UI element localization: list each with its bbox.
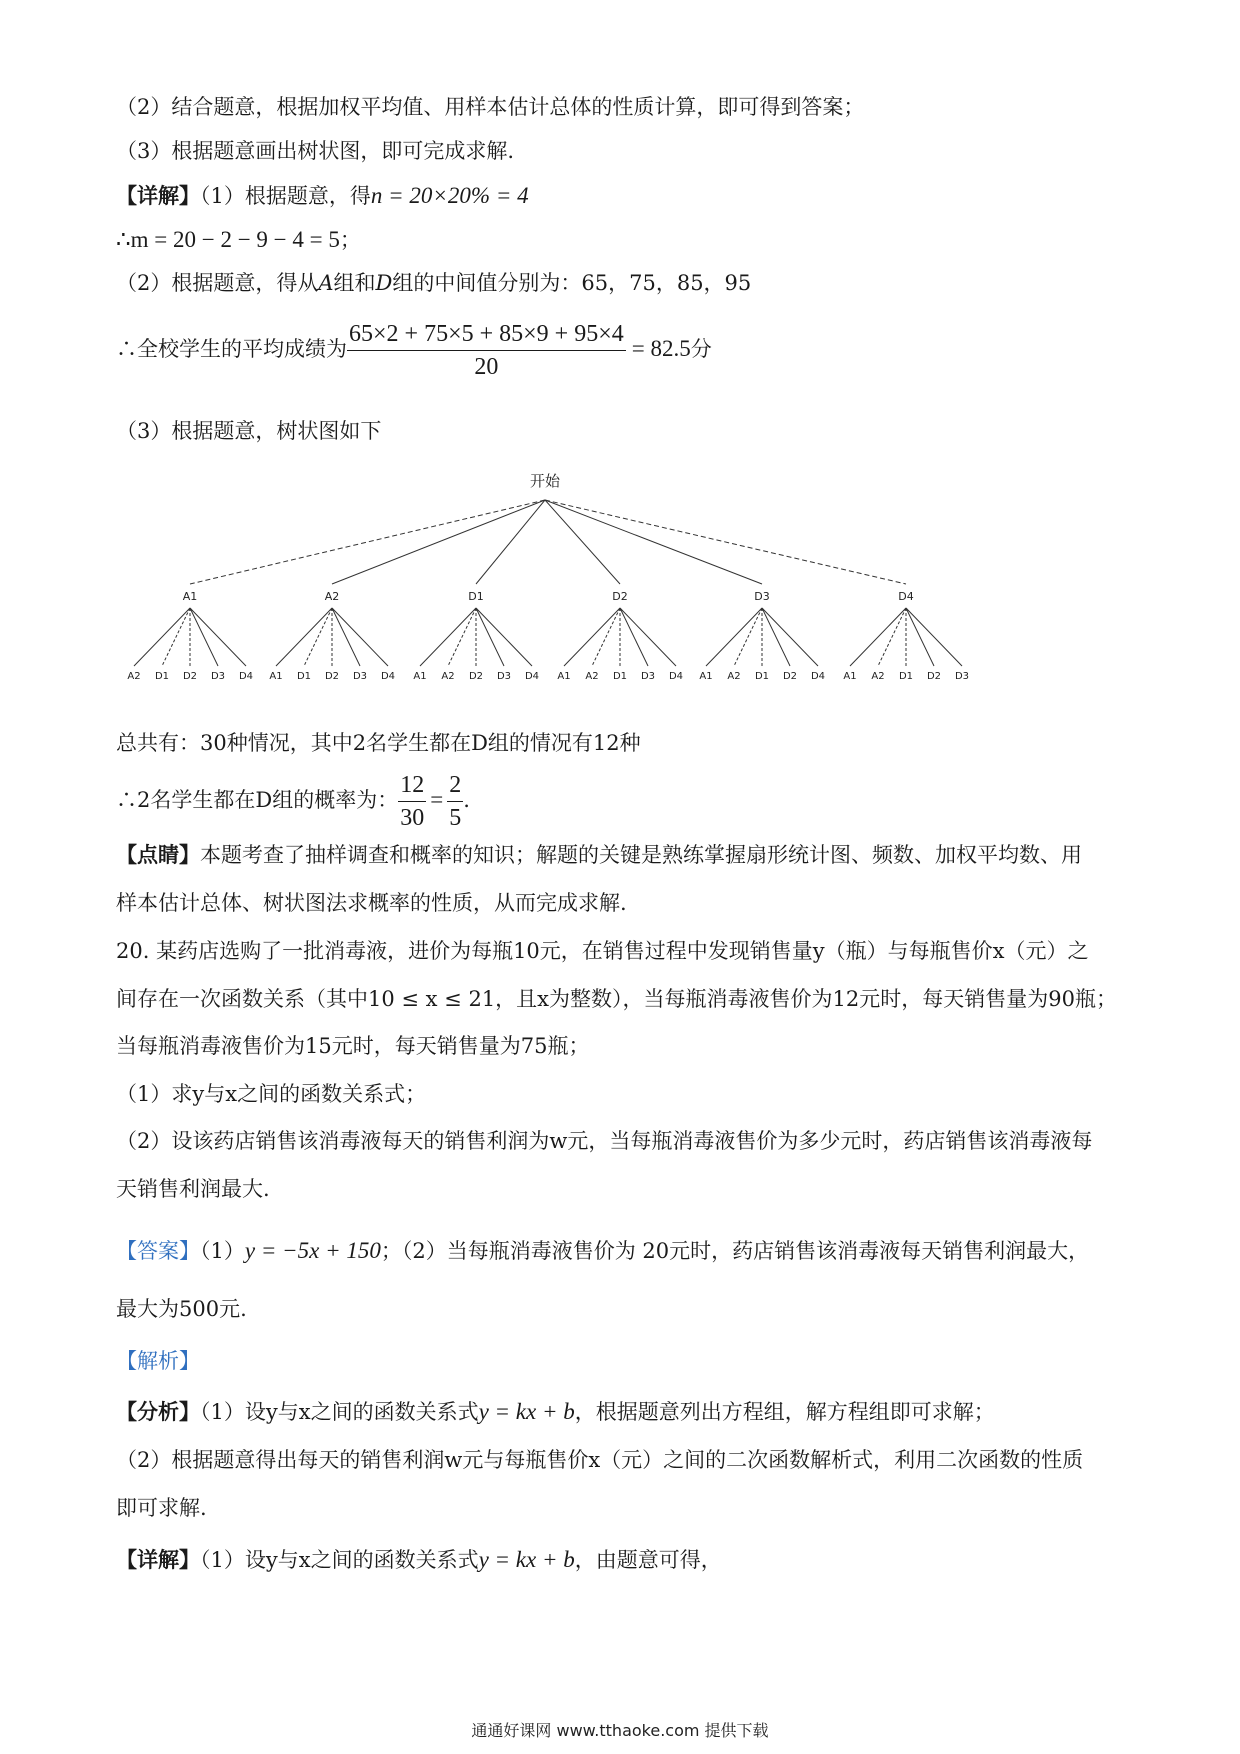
text-line: 总共有：30种情况，其中2名学生都在D组的情况有12种: [116, 731, 641, 755]
fraction-denominator: 20: [474, 354, 499, 380]
tree-leaf-label: D2: [926, 671, 942, 682]
text-span: （1）设y与x之间的函数关系式: [200, 1400, 479, 1424]
tree-diagram: [110, 466, 1000, 706]
fraction: [347, 320, 626, 381]
tree-leaf-label: D3: [954, 671, 970, 682]
tree-leaf-line: [762, 608, 790, 666]
tree-leaf-line: [706, 608, 762, 666]
tree-leaf-line: [878, 608, 906, 666]
text-line: 最大为500元.: [116, 1297, 247, 1321]
tree-leaf-line: [134, 608, 190, 666]
math-expression: y = −5x + 150: [244, 1238, 381, 1263]
tree-leaf-line: [420, 608, 476, 666]
tree-leaf-line: [190, 608, 218, 666]
tree-leaf-label: A1: [413, 671, 427, 682]
section-tag: 【分析】: [116, 1399, 200, 1424]
tree-leaf-label: A1: [843, 671, 857, 682]
tree-leaf-label: D4: [524, 671, 540, 682]
text-line: （3）根据题意画出树状图，即可完成求解.: [116, 139, 515, 163]
analysis-tag: 【解析】: [116, 1349, 200, 1373]
question-line: （2）设该药店销售该消毒液每天的销售利润为w元，当每瓶消毒液售价为多少元时，药店销售该消毒液每: [116, 1129, 1093, 1153]
fraction-numerator: 65×2 + 75×5 + 85×9 + 95×4: [347, 320, 626, 351]
tree-leaf-line: [476, 608, 532, 666]
tree-branch-line: [545, 500, 906, 584]
tree-leaf-line: [850, 608, 906, 666]
tree-leaf-label: D2: [782, 671, 798, 682]
text-span: 本题考查了抽样调查和概率的知识；解题的关键是熟练掌握扇形统计图、频数、加权平均数、用: [200, 843, 1082, 867]
text-line: （2）结合题意，根据加权平均值、用样本估计总体的性质计算，即可得到答案；: [116, 95, 865, 119]
text-span: ∴全校学生的平均成绩为: [116, 337, 347, 361]
tree-branch-label: D4: [898, 590, 914, 603]
fraction: [398, 771, 426, 832]
fraction-numerator: 12: [398, 771, 426, 802]
tree-leaf-label: D4: [810, 671, 826, 682]
tree-leaf-line: [476, 608, 504, 666]
tree-leaf-line: [592, 608, 620, 666]
text-span: .: [463, 788, 470, 812]
math-expression: = 82.5: [631, 336, 691, 361]
text-line: [116, 1236, 1136, 1266]
question-line: 间存在一次函数关系（其中10 ≤ x ≤ 21，且x为整数），当每瓶消毒液售价为12元时，每天销售量为90瓶；: [116, 987, 1117, 1011]
text-line: [116, 1346, 1136, 1376]
text-span: ；: [339, 228, 361, 252]
tree-leaf-label: A1: [699, 671, 713, 682]
tree-leaf-line: [762, 608, 818, 666]
text-span: （1）设y与x之间的函数关系式: [200, 1548, 479, 1572]
tree-leaf-label: D1: [296, 671, 312, 682]
question-line: 天销售利润最大.: [116, 1177, 270, 1201]
tree-branch-line: [545, 500, 762, 584]
fraction-denominator: 5: [449, 805, 462, 831]
tree-leaf-line: [734, 608, 762, 666]
tree-leaf-label: D3: [640, 671, 656, 682]
math-expression: y = kx + b: [478, 1399, 575, 1424]
text-line: [116, 268, 1136, 298]
tree-leaf-label: D1: [154, 671, 170, 682]
group-letter: D: [375, 271, 393, 295]
tree-branch-label: D1: [468, 590, 484, 603]
math-expression: =: [430, 787, 444, 812]
text-span: （2）根据题意，得从: [116, 271, 319, 295]
text-span: 分: [690, 337, 712, 361]
text-span: ；（2）当每瓶消毒液售价为 20元时，药店销售该消毒液每天销售利润最大，: [380, 1239, 1090, 1263]
tree-branch-label: A2: [324, 590, 340, 603]
text-span: ∴2名学生都在D组的概率为：: [116, 788, 399, 812]
text-line: （3）根据题意，树状图如下: [116, 419, 382, 443]
section-tag: 【点睛】: [116, 842, 200, 867]
tree-leaf-label: D4: [380, 671, 396, 682]
tree-leaf-line: [448, 608, 476, 666]
text-span: ，根据题意列出方程组，解方程组即可求解；: [574, 1400, 995, 1424]
tree-leaf-line: [620, 608, 676, 666]
fraction: [447, 771, 463, 832]
text-line: [116, 315, 1136, 383]
text-span: （1）根据题意，得: [200, 184, 371, 208]
tree-leaf-label: A2: [727, 671, 741, 682]
tree-leaf-label: D2: [468, 671, 484, 682]
tree-branch-line: [476, 500, 545, 584]
math-expression: y = kx + b: [478, 1547, 575, 1572]
tree-leaf-line: [162, 608, 190, 666]
group-letter: A: [318, 271, 334, 295]
tree-leaf-line: [304, 608, 332, 666]
tree-leaf-line: [276, 608, 332, 666]
tree-branch-label: A1: [182, 590, 198, 603]
text-line: 即可求解.: [116, 1496, 207, 1520]
tree-leaf-label: A2: [871, 671, 885, 682]
tree-branch-label: D2: [612, 590, 628, 603]
text-line: [116, 840, 1136, 870]
tree-leaf-label: D2: [182, 671, 198, 682]
section-tag: 【详解】: [116, 183, 200, 208]
tree-leaf-line: [332, 608, 360, 666]
question-line: （1）求y与x之间的函数关系式；: [116, 1082, 427, 1106]
tree-leaf-line: [620, 608, 648, 666]
text-line: （2）根据题意得出每天的销售利润w元与每瓶售价x（元）之间的二次函数解析式，利用二次函数的性质: [116, 1448, 1084, 1472]
tree-leaf-label: A1: [557, 671, 571, 682]
tree-leaf-label: D1: [754, 671, 770, 682]
tree-leaf-label: A2: [127, 671, 141, 682]
tree-leaf-label: A2: [585, 671, 599, 682]
question-line: 当每瓶消毒液售价为15元时，每天销售量为75瓶；: [116, 1034, 590, 1058]
text-line: [116, 225, 1136, 255]
tree-root-label: 开始: [529, 472, 561, 490]
section-tag: 【详解】: [116, 1547, 200, 1572]
text-line: [116, 1397, 1136, 1427]
math-expression: n = 20×20% = 4: [370, 183, 529, 208]
tree-leaf-label: A1: [269, 671, 283, 682]
tree-leaf-label: D3: [352, 671, 368, 682]
tree-leaf-label: D3: [210, 671, 226, 682]
tree-branch-line: [545, 500, 620, 584]
question-line: 20. 某药店选购了一批消毒液，进价为每瓶10元，在销售过程中发现销售量y（瓶）与每瓶售价x（元）之: [116, 939, 1089, 963]
tree-leaf-line: [332, 608, 388, 666]
page-footer: 通通好课网 www.tthaoke.com 提供下载: [471, 1721, 769, 1740]
answer-tag: 【答案】: [116, 1239, 200, 1263]
text-line: [116, 181, 1136, 211]
tree-leaf-line: [906, 608, 934, 666]
tree-leaf-label: A2: [441, 671, 455, 682]
tree-leaf-label: D1: [898, 671, 914, 682]
text-span: ，由题意可得，: [574, 1548, 722, 1572]
fraction-denominator: 30: [400, 805, 425, 831]
fraction-numerator: 2: [447, 771, 463, 802]
tree-leaf-label: D4: [238, 671, 254, 682]
tree-leaf-label: D1: [612, 671, 628, 682]
tree-leaf-label: D4: [668, 671, 684, 682]
tree-branch-line: [332, 500, 545, 584]
tree-leaf-line: [564, 608, 620, 666]
tree-leaf-label: D2: [324, 671, 340, 682]
tree-leaf-line: [906, 608, 962, 666]
text-line: 样本估计总体、树状图法求概率的性质，从而完成求解.: [116, 891, 627, 915]
tree-leaf-line: [190, 608, 246, 666]
text-span: （1）: [200, 1239, 245, 1263]
text-span: 组的中间值分别为：65，75，85，95: [392, 271, 752, 295]
math-expression: ∴m = 20 − 2 − 9 − 4 = 5: [116, 227, 340, 252]
tree-leaf-label: D3: [496, 671, 512, 682]
tree-branch-label: D3: [754, 590, 770, 603]
text-line: [116, 768, 1136, 832]
tree-branch-line: [190, 500, 545, 584]
text-line: [116, 1545, 1136, 1575]
text-span: 组和: [333, 271, 376, 295]
